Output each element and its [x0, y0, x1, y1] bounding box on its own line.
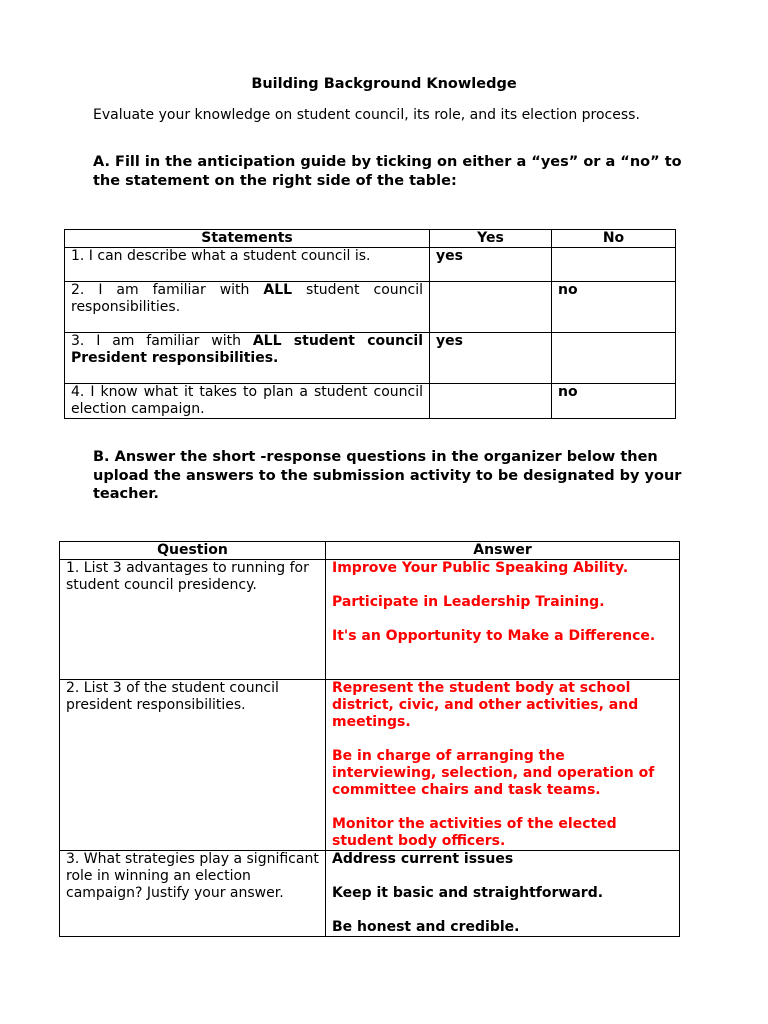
answer-item: Improve Your Public Speaking Ability. — [332, 560, 629, 576]
table-header-row — [60, 542, 680, 560]
question-cell: 3. What strategies play a significant role in winning an election campaign? Justify your answer. — [60, 851, 326, 937]
answer-item: It's an Opportunity to Make a Difference. — [332, 628, 656, 644]
answer-item: Be honest and credible. — [332, 919, 520, 935]
answer-cell — [326, 560, 680, 680]
table-row — [65, 384, 676, 419]
question-cell: 2. List 3 of the student council president responsibilities. — [60, 680, 326, 851]
statement-text-end: student council responsibilities. — [71, 282, 423, 315]
organizer-table — [59, 541, 680, 937]
statement-cell — [65, 333, 430, 384]
question-cell: 1. List 3 advantages to running for student council presidency. — [60, 560, 326, 680]
statement-cell — [65, 384, 430, 419]
statement-text: 3. I am familiar with — [71, 333, 253, 349]
no-cell[interactable] — [552, 333, 676, 384]
statement-bold: ALL student council President responsibilities. — [71, 333, 423, 366]
intro-text: Evaluate your knowledge on student council, its role, and its election process. — [93, 107, 640, 123]
yes-cell[interactable]: yes — [430, 248, 552, 282]
answer-item: Represent the student body at school district, civic, and other activities, and meetings. — [332, 680, 639, 730]
table-row — [60, 851, 680, 937]
table-row — [65, 248, 676, 282]
section-b-instruction: B. Answer the short -response questions in the organizer below then upload the answers to the submission activity to be designated by your teacher. — [93, 449, 682, 502]
answer-cell — [326, 680, 680, 851]
answer-item: Address current issues — [332, 851, 514, 867]
table-row — [60, 560, 680, 680]
table-header-row — [65, 230, 676, 248]
answer-item: Keep it basic and straightforward. — [332, 885, 604, 901]
yes-cell[interactable] — [430, 282, 552, 333]
yes-cell[interactable] — [430, 384, 552, 419]
section-a-instruction: A. Fill in the anticipation guide by ticking on either a “yes” or a “no” to the statement on the right side of the table: — [93, 154, 682, 189]
statement-cell — [65, 248, 430, 282]
header-no: No — [552, 230, 676, 248]
yes-cell[interactable]: yes — [430, 333, 552, 384]
statement-bold: ALL — [263, 282, 293, 298]
statement-text: 2. I am familiar with — [71, 282, 264, 298]
page-title: Building Background Knowledge — [251, 76, 517, 92]
header-yes: Yes — [430, 230, 552, 248]
header-question: Question — [60, 542, 326, 560]
statement-text: 1. I can describe what a student council is. — [71, 248, 371, 264]
table-row — [65, 333, 676, 384]
statement-cell — [65, 282, 430, 333]
answer-item: Be in charge of arranging the interviewing, selection, and operation of committee chairs and task teams. — [332, 748, 655, 798]
no-cell[interactable]: no — [552, 282, 676, 333]
statement-text: 4. I know what it takes to plan a student council election campaign. — [71, 384, 423, 417]
table-row — [60, 680, 680, 851]
answer-item: Participate in Leadership Training. — [332, 594, 605, 610]
no-cell[interactable] — [552, 248, 676, 282]
answer-cell — [326, 851, 680, 937]
no-cell[interactable]: no — [552, 384, 676, 419]
answer-item: Monitor the activities of the elected student body officers. — [332, 816, 617, 849]
header-answer: Answer — [326, 542, 680, 560]
header-statements: Statements — [65, 230, 430, 248]
anticipation-guide-table — [64, 229, 676, 419]
table-row — [65, 282, 676, 333]
